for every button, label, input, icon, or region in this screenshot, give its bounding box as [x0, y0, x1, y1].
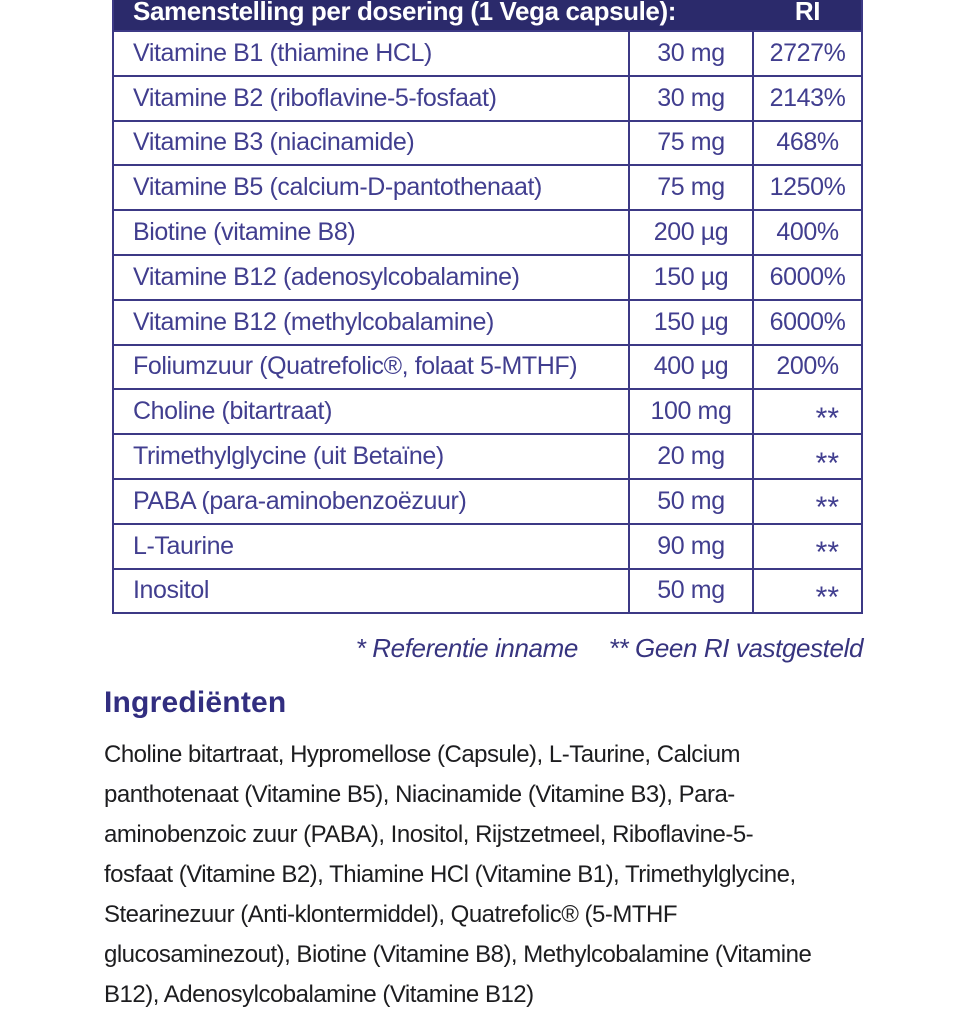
- nutrient-name: Vitamine B5 (calcium-D-pantothenaat): [133, 173, 542, 202]
- nutrient-name: Vitamine B12 (methylcobalamine): [133, 307, 494, 336]
- table-row: [114, 120, 861, 165]
- nutrient-name: Vitamine B3 (niacinamide): [133, 128, 415, 157]
- table-row: [114, 30, 861, 75]
- composition-table: [112, 0, 863, 614]
- nutrient-ri-value: 1250%: [752, 166, 861, 209]
- nutrient-ri-value: [752, 390, 861, 433]
- nutrient-ri-value: 400%: [752, 211, 861, 254]
- nutrient-amount: 30 mg: [628, 77, 752, 120]
- nutrient-name: L-Taurine: [133, 531, 234, 560]
- table-row: [114, 299, 861, 344]
- nutrient-ri-value: [752, 435, 861, 478]
- table-row: [114, 478, 861, 523]
- nutrient-amount: 90 mg: [628, 525, 752, 568]
- nutrient-amount: 50 mg: [628, 480, 752, 523]
- nutrient-amount: 150 µg: [628, 301, 752, 344]
- nutrient-name: Biotine (vitamine B8): [133, 218, 356, 247]
- nutrient-name: Vitamine B2 (riboflavine-5-fosfaat): [133, 83, 497, 112]
- nutrient-name: Foliumzuur (Quatrefolic®, folaat 5-MTHF): [133, 352, 578, 381]
- no-ri-asterisks: **: [815, 536, 839, 570]
- nutrient-ri-value: 2727%: [752, 32, 861, 75]
- nutrient-amount: 200 µg: [628, 211, 752, 254]
- ingredients-paragraph: [104, 735, 904, 1015]
- table-row: [114, 344, 861, 389]
- nutrient-ri-value: 468%: [752, 122, 861, 165]
- nutrient-amount: 75 mg: [628, 166, 752, 209]
- table-row: [114, 388, 861, 433]
- nutrient-name: Trimethylglycine (uit Betaïne): [133, 442, 444, 471]
- nutrient-name: Inositol: [133, 576, 210, 605]
- table-row: [114, 164, 861, 209]
- table-row: [114, 568, 861, 613]
- footnote-no-ri: ** Geen RI vastgesteld: [608, 633, 863, 663]
- footnote-reference-intake: * Referentie inname: [355, 633, 578, 663]
- table-row: [114, 254, 861, 299]
- nutrient-ri-value: 6000%: [752, 301, 861, 344]
- ingredients-line: aminobenzoic zuur (PABA), Inositol, Rijstzetmeel, Riboflavine-5-: [104, 821, 754, 848]
- nutrient-name: Choline (bitartraat): [133, 397, 333, 426]
- ingredients-heading: Ingrediënten: [104, 686, 287, 719]
- nutrient-name: Vitamine B1 (thiamine HCL): [133, 38, 432, 67]
- table-row: [114, 433, 861, 478]
- nutrient-amount: 20 mg: [628, 435, 752, 478]
- nutrient-amount: 100 mg: [628, 390, 752, 433]
- nutrient-ri-value: [752, 570, 861, 613]
- nutrient-name: Vitamine B12 (adenosylcobalamine): [133, 262, 520, 291]
- nutrient-ri-value: [752, 525, 861, 568]
- nutrient-amount: 75 mg: [628, 122, 752, 165]
- ingredients-line: glucosaminezout), Biotine (Vitamine B8), Methylcobalamine (Vitamine: [104, 941, 812, 968]
- ingredients-line: panthotenaat (Vitamine B5), Niacinamide (Vitamine B3), Para-: [104, 781, 735, 808]
- no-ri-asterisks: **: [815, 580, 839, 614]
- table-row: [114, 209, 861, 254]
- ingredients-line: Choline bitartraat, Hypromellose (Capsule), L-Taurine, Calcium: [104, 741, 740, 768]
- table-body: [114, 30, 861, 612]
- table-row: [114, 75, 861, 120]
- ingredients-line: Stearinezuur (Anti-klontermiddel), Quatrefolic® (5-MTHF: [104, 901, 678, 928]
- nutrient-amount: 150 µg: [628, 256, 752, 299]
- footnote: [112, 633, 863, 664]
- ri-column-header: RI: [794, 0, 821, 26]
- nutrient-ri-value: 6000%: [752, 256, 861, 299]
- nutrient-amount: 30 mg: [628, 32, 752, 75]
- no-ri-asterisks: **: [815, 491, 839, 525]
- no-ri-asterisks: **: [815, 401, 839, 435]
- nutrient-ri-value: 200%: [752, 346, 861, 389]
- nutrient-ri-value: 2143%: [752, 77, 861, 120]
- nutrient-amount: 400 µg: [628, 346, 752, 389]
- ingredients-line: fosfaat (Vitamine B2), Thiamine HCl (Vitamine B1), Trimethylglycine,: [104, 861, 796, 888]
- no-ri-asterisks: **: [815, 446, 839, 480]
- nutrient-ri-value: [752, 480, 861, 523]
- nutrient-name: PABA (para-aminobenzoëzuur): [133, 486, 467, 515]
- nutrient-amount: 50 mg: [628, 570, 752, 613]
- table-header-row: [114, 0, 861, 30]
- ingredients-line: B12), Adenosylcobalamine (Vitamine B12): [104, 981, 534, 1008]
- table-title: Samenstelling per dosering (1 Vega capsule):: [133, 0, 677, 26]
- table-row: [114, 523, 861, 568]
